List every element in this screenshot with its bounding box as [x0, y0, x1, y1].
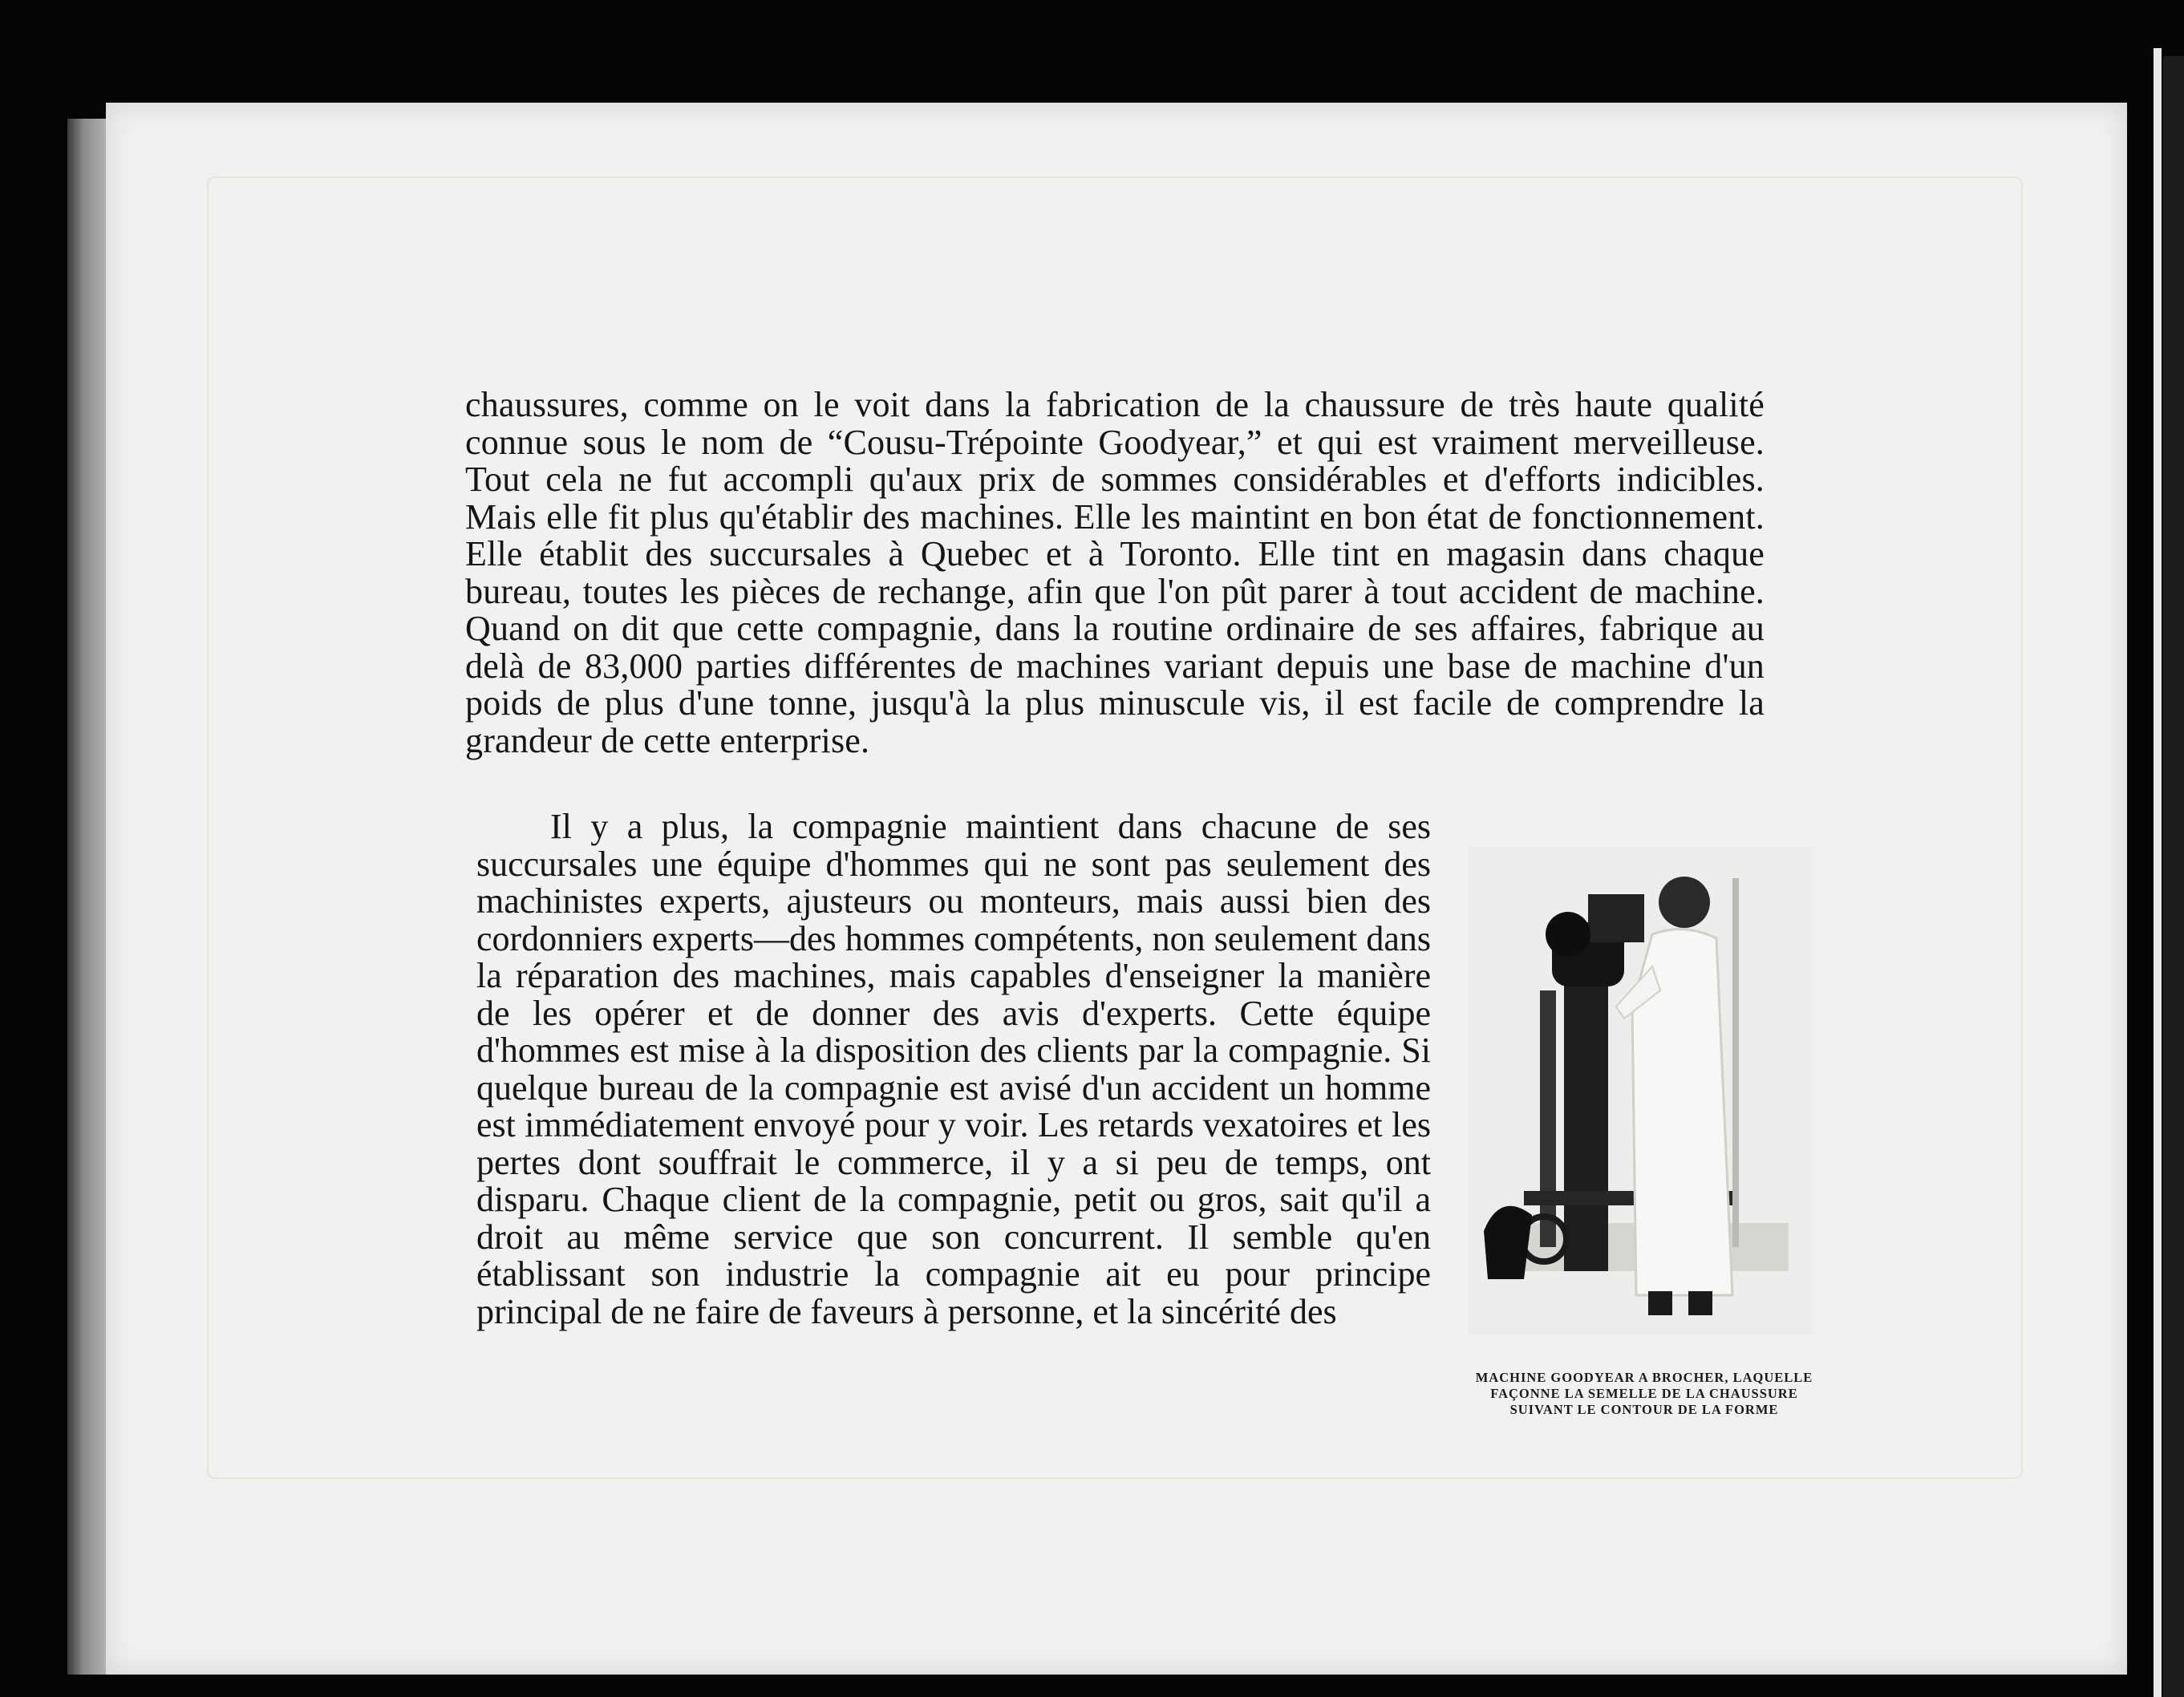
adjacent-page-edge	[2154, 48, 2162, 1697]
paragraph-2: Il y a plus, la compagnie maintient dans chacune de ses succursales une équipe d'hommes qui ne sont pas seulement des machinistes experts, ajusteurs ou monteurs, mais aussi bien des cordonniers experts—des hommes compétents, non seulement dans la réparation des machines, mais capables d'enseigner la manière de les opérer et de donner des avis d'experts. Cette équipe d'hommes est mise à la disposition des clients par la compagnie. Si quelque bureau de la compagnie est avisé d'un accident un homme est immédiatement envoyé pour y voir. Les retards vexatoires et les pertes dont souffrait le commerce, il y a si peu de temps, ont disparu. Chaque client de la compagnie, petit ou gros, sait qu'il a droit au même service que son concurrent. Il semble qu'en établissant son industrie la compagnie ait eu pour principe principal de ne faire de faveurs à personne, et la sincérité des	[476, 807, 1431, 1331]
machine-illustration	[1468, 846, 1813, 1335]
machine-photo	[1468, 846, 1813, 1335]
caption-line-1: MACHINE GOODYEAR A BROCHER, LAQUELLE	[1475, 1370, 1813, 1385]
scan-margin-strip	[2163, 56, 2184, 1697]
body-text-top	[465, 387, 1765, 759]
paragraph-1: chaussures, comme on le voit dans la fabrication de la chaussure de très haute qualité connue sous le nom de “Cousu-Trépointe Goodyear,” et qui est vraiment merveilleuse. Tout cela ne fut accompli qu'aux prix de sommes considérables et d'efforts indicibles. Mais elle fit plus qu'établir des machines. Elle les maintint en bon état de fonctionnement. Elle établit des succursales à Quebec et à Toronto. Elle tint en magasin dans chaque bureau, toutes les pièces de rechange, afin que l'on pût parer à tout accident de machine. Quand on dit que cette compagnie, dans la routine ordinaire de ses affaires, fabrique au delà de 83,000 parties différentes de machines variant depuis une base de machine d'un poids de plus d'une tonne, jusqu'à la plus minuscule vis, il est facile de comprendre la grandeur de cette enterprise.	[465, 385, 1765, 760]
caption-line-2: FAÇONNE LA SEMELLE DE LA CHAUSSURE	[1490, 1386, 1798, 1401]
book-edge	[67, 119, 107, 1675]
photo-caption	[1436, 1370, 1853, 1418]
caption-line-3: SUIVANT LE CONTOUR DE LA FORME	[1509, 1402, 1779, 1417]
